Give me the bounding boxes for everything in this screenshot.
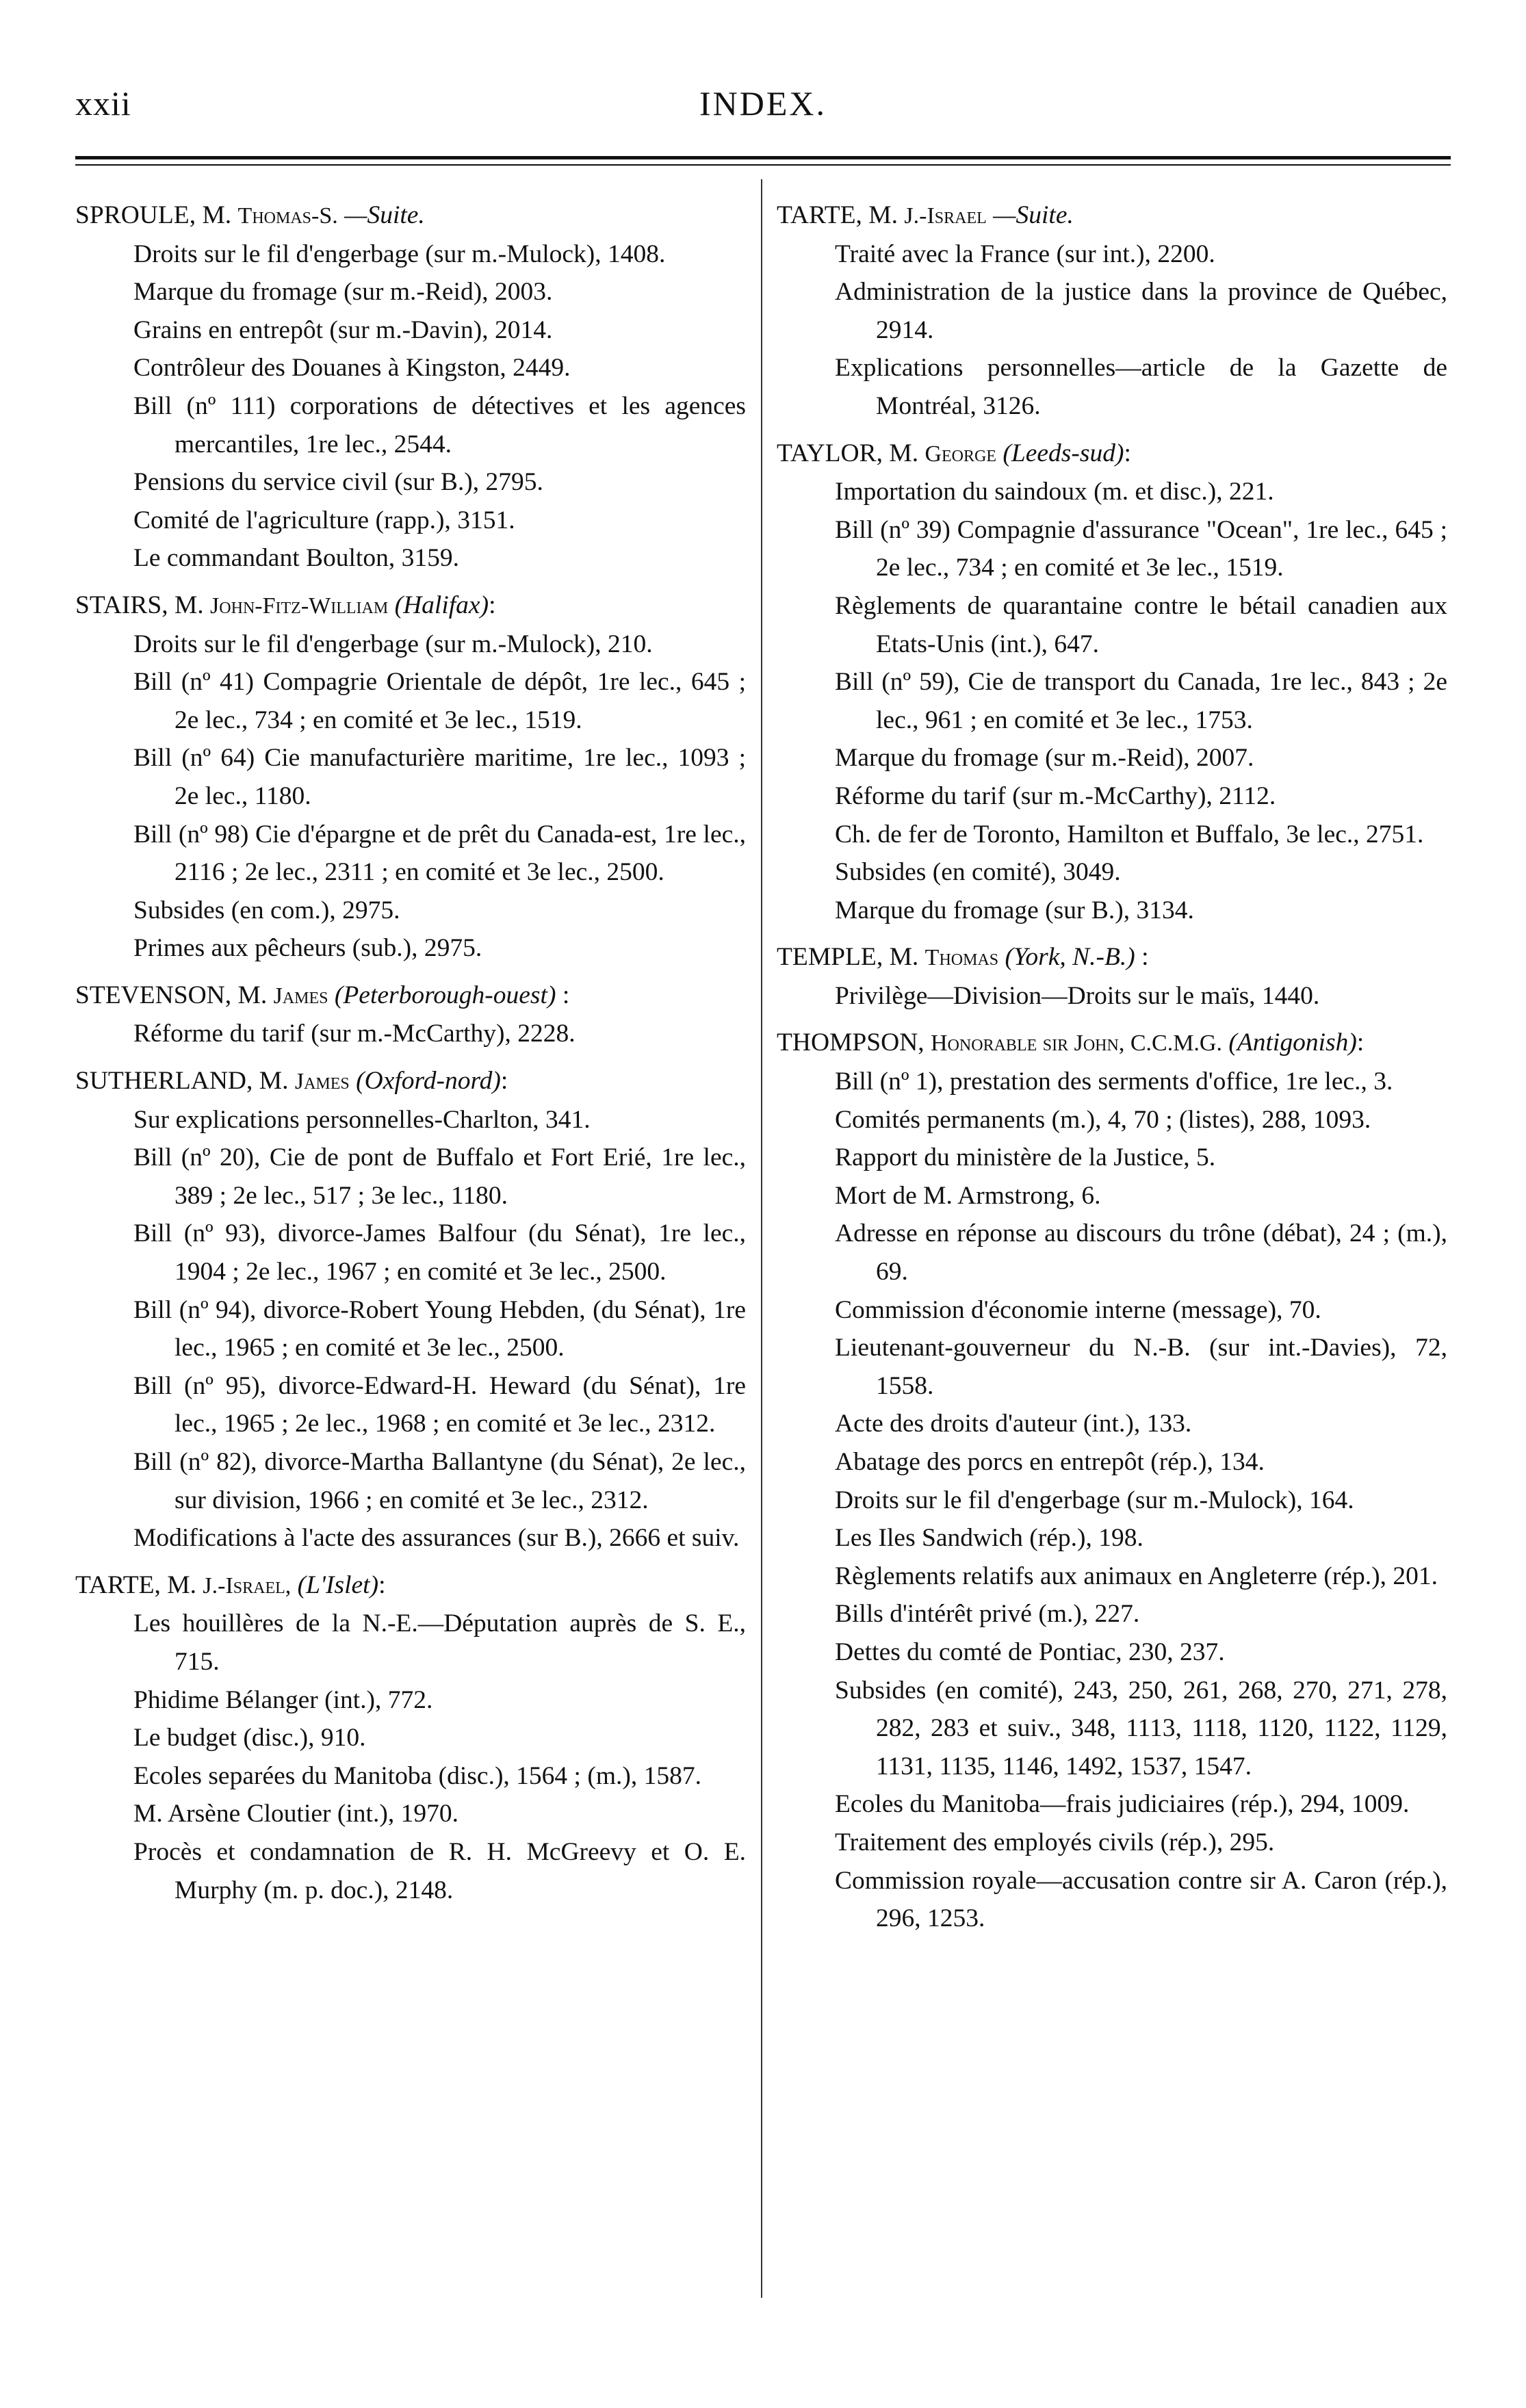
entry-suffix: : [489, 591, 496, 619]
entry-item: Subsides (en comité), 243, 250, 261, 268, 270, 271, 278, 282, 283 et suiv., 348, 1113, 1118, 1120, 1122, 1129, 1131, 1135, 1146, 1492, 1537, 1547. [835, 1676, 1447, 1781]
header-rule-thin [75, 164, 1451, 166]
entry-item: Bill (nº 41) Compagrie Orientale de dépôt, 1re lec., 645 ; 2e lec., 734 ; en comité et 3e lec., 1519. [133, 668, 746, 734]
entry-item: Importation du saindoux (m. et disc.), 221. [835, 478, 1274, 506]
entry-qualifier: (Halifax) [394, 591, 489, 619]
entry-surname: THOMPSON, [777, 1028, 924, 1057]
entry-suffix: : [500, 1067, 508, 1096]
page-header [75, 83, 1451, 138]
entry-item: Marque du fromage (sur m.-Reid), 2007. [835, 744, 1254, 773]
entry-item: Primes aux pêcheurs (sub.), 2975. [133, 934, 482, 963]
page-number: xxii [75, 84, 131, 122]
entry-heading [777, 938, 1447, 977]
entry-suffix: : [1356, 1028, 1365, 1057]
entry-item: Rapport du ministère de la Justice, 5. [835, 1143, 1216, 1172]
entry-qualifier: (Antigonish) [1228, 1028, 1357, 1057]
entry-heading [777, 196, 1447, 235]
entry-item: Bill (nº 39) Compagnie d'assurance "Ocean", 1re lec., 645 ; 2e lec., 734 ; en comité et 3e lec., 1519. [835, 515, 1447, 582]
header-rule-thick [75, 156, 1451, 159]
index-entry [75, 1566, 746, 1909]
entry-item: Marque du fromage (sur m.-Reid), 2003. [133, 278, 553, 307]
entry-item: Règlements de quarantaine contre le bétail canadien aux Etats-Unis (int.), 647. [835, 591, 1447, 658]
entry-item: Le budget (disc.), 910. [133, 1724, 366, 1752]
entry-item: Privilège—Division—Droits sur le maïs, 1440. [835, 981, 1320, 1010]
entry-item: Modifications à l'acte des assurances (sur B.), 2666 et suiv. [133, 1524, 740, 1553]
entry-heading [75, 1062, 746, 1101]
page-title: INDEX. [699, 84, 827, 122]
entry-heading [75, 1566, 746, 1605]
entry-suffix: : [556, 981, 570, 1009]
entry-item: Adresse en réponse au discours du trône (débat), 24 ; (m.), 69. [835, 1219, 1447, 1286]
entry-qualifier: (Oxford-nord) [356, 1067, 501, 1096]
entry-item: Grains en entrepôt (sur m.-Davin), 2014. [133, 315, 553, 344]
entry-item: Bills d'intérêt privé (m.), 227. [835, 1600, 1140, 1629]
entry-item: Comité de l'agriculture (rapp.), 3151. [133, 506, 515, 534]
entry-item: Acte des droits d'auteur (int.), 133. [835, 1410, 1192, 1438]
index-entry [75, 586, 746, 968]
entry-item: Sur explications personnelles-Charlton, 341. [133, 1105, 591, 1134]
index-entry [777, 435, 1447, 930]
entry-item: Réforme du tarif (sur m.-McCarthy), 2112. [835, 781, 1276, 810]
entry-item: Marque du fromage (sur B.), 3134. [835, 896, 1194, 924]
entry-item: Les houillères de la N.-E.—Députation auprès de S. E., 715. [133, 1609, 746, 1676]
entry-surname: SPROULE, M. [75, 201, 232, 229]
entry-item: Contrôleur des Douanes à Kingston, 2449. [133, 354, 571, 383]
entry-given-name: Thomas-S. [237, 203, 338, 229]
entry-item: Commission royale—accusation contre sir A. Caron (rép.), 296, 1253. [835, 1866, 1447, 1933]
entry-item: Comités permanents (m.), 4, 70 ; (listes), 288, 1093. [835, 1105, 1371, 1134]
entry-item: Ecoles du Manitoba—frais judiciaires (rép.), 294, 1009. [835, 1790, 1410, 1819]
entry-suffix: : [378, 1570, 386, 1599]
entry-surname: TEMPLE, M. [777, 943, 919, 972]
entry-item: Bill (nº 59), Cie de transport du Canada, 1re lec., 843 ; 2e lec., 961 ; en comité et 3e lec., 1753. [835, 668, 1447, 734]
entry-item: M. Arsène Cloutier (int.), 1970. [133, 1800, 458, 1828]
entry-heading [75, 976, 746, 1015]
entry-given-name: James [294, 1069, 350, 1095]
entry-heading [75, 196, 746, 235]
entry-given-name: Thomas [924, 945, 999, 971]
entry-given-name: J.-Israel, [203, 1572, 292, 1598]
entry-item: Les Iles Sandwich (rép.), 198. [835, 1524, 1143, 1553]
entry-qualifier: (Peterborough-ouest) [334, 981, 556, 1009]
entry-suffix: : [1124, 439, 1131, 467]
entry-surname: TARTE, M. [777, 201, 898, 229]
entry-item: Traité avec la France (sur int.), 2200. [835, 239, 1215, 268]
entry-qualifier: (L'Islet) [297, 1570, 379, 1599]
entry-given-name: Honorable sir John, C.C.M.G. [931, 1031, 1222, 1057]
entry-item: Bill (nº 64) Cie manufacturière maritime, 1re lec., 1093 ; 2e lec., 1180. [133, 744, 746, 810]
entry-qualifier: (Leeds-sud) [1003, 439, 1124, 467]
entry-item: Mort de M. Armstrong, 6. [835, 1181, 1101, 1210]
entry-item: Bill (nº 94), divorce-Robert Young Hebden, (du Sénat), 1re lec., 1965 ; en comité et 3e lec., 2500. [133, 1295, 746, 1362]
entry-given-name: George [924, 441, 997, 467]
entry-item: Droits sur le fil d'engerbage (sur m.-Mulock), 210. [133, 630, 653, 658]
entry-item: Phidime Bélanger (int.), 772. [133, 1685, 433, 1714]
entry-qualifier: (York, N.-B.) [1005, 943, 1135, 972]
entry-given-name: J.-Israel [904, 203, 987, 229]
entry-item: Ecoles separées du Manitoba (disc.), 1564 ; (m.), 1587. [133, 1761, 701, 1790]
entry-surname: SUTHERLAND, M. [75, 1067, 289, 1096]
entry-surname: STAIRS, M. [75, 591, 204, 619]
entry-surname: TAYLOR, M. [777, 439, 919, 467]
entry-given-name: James [273, 983, 328, 1009]
entry-item: Abatage des porcs en entrepôt (rép.), 134. [835, 1448, 1265, 1476]
entry-item: Le commandant Boulton, 3159. [133, 544, 459, 573]
index-entry [777, 196, 1447, 426]
column-divider [761, 179, 762, 2298]
entry-item: Règlements relatifs aux animaux en Angleterre (rép.), 201. [835, 1562, 1438, 1590]
entry-item: Droits sur le fil d'engerbage (sur m.-Mulock), 164. [835, 1486, 1354, 1514]
entry-item: Bill (nº 20), Cie de pont de Buffalo et Fort Erié, 1re lec., 389 ; 2e lec., 517 ; 3e lec., 1180. [133, 1143, 746, 1210]
entry-item: Dettes du comté de Pontiac, 230, 237. [835, 1637, 1225, 1666]
entry-item: Lieutenant-gouverneur du N.-B. (sur int.-Davies), 72, 1558. [835, 1334, 1447, 1400]
entry-heading [777, 435, 1447, 474]
entry-qualifier: —Suite. [344, 201, 425, 229]
entry-item: Bill (nº 82), divorce-Martha Ballantyne (du Sénat), 2e lec., sur division, 1966 ; en comité et 3e lec., 2312. [133, 1448, 746, 1514]
entry-item: Bill (nº 111) corporations de détectives et les agences mercantiles, 1re lec., 2544. [133, 391, 746, 458]
entry-item: Réforme du tarif (sur m.-McCarthy), 2228. [133, 1020, 576, 1048]
entry-item: Bill (nº 95), divorce-Edward-H. Heward (du Sénat), 1re lec., 1965 ; 2e lec., 1968 ; en comité et 3e lec., 2312. [133, 1371, 746, 1438]
entry-item: Traitement des employés civils (rép.), 295. [835, 1828, 1275, 1856]
entry-item: Ch. de fer de Toronto, Hamilton et Buffalo, 3e lec., 2751. [835, 820, 1424, 849]
index-entry [777, 938, 1447, 1015]
entry-given-name: John-Fitz-William [210, 593, 389, 619]
index-entry [777, 1024, 1447, 1937]
index-entry [75, 976, 746, 1053]
entry-item: Subsides (en com.), 2975. [133, 896, 400, 924]
entry-suffix: : [1135, 943, 1149, 972]
entry-item: Bill (nº 1), prestation des serments d'office, 1re lec., 3. [835, 1067, 1393, 1096]
entry-item: Procès et condamnation de R. H. McGreevy et O. E. Murphy (m. p. doc.), 2148. [133, 1837, 746, 1904]
entry-item: Droits sur le fil d'engerbage (sur m.-Mulock), 1408. [133, 239, 666, 268]
right-column [777, 196, 1447, 1947]
entry-item: Bill (nº 93), divorce-James Balfour (du Sénat), 1re lec., 1904 ; 2e lec., 1967 ; en comité et 3e lec., 2500. [133, 1219, 746, 1286]
entry-item: Administration de la justice dans la province de Québec, 2914. [835, 278, 1447, 344]
entry-heading [777, 1024, 1447, 1063]
index-entry [75, 1062, 746, 1557]
index-entry [75, 196, 746, 578]
left-column [75, 196, 746, 1918]
entry-item: Bill (nº 98) Cie d'épargne et de prêt du Canada-est, 1re lec., 2116 ; 2e lec., 2311 ; en comité et 3e lec., 2500. [133, 820, 746, 887]
entry-surname: STEVENSON, M. [75, 981, 268, 1009]
entry-qualifier: —Suite. [993, 201, 1074, 229]
entry-surname: TARTE, M. [75, 1570, 197, 1599]
entry-item: Commission d'économie interne (message), 70. [835, 1295, 1321, 1324]
entry-item: Explications personnelles—article de la Gazette de Montréal, 3126. [835, 354, 1447, 420]
entry-item: Pensions du service civil (sur B.), 2795. [133, 468, 543, 497]
entry-heading [75, 586, 746, 625]
entry-item: Subsides (en comité), 3049. [835, 858, 1121, 887]
